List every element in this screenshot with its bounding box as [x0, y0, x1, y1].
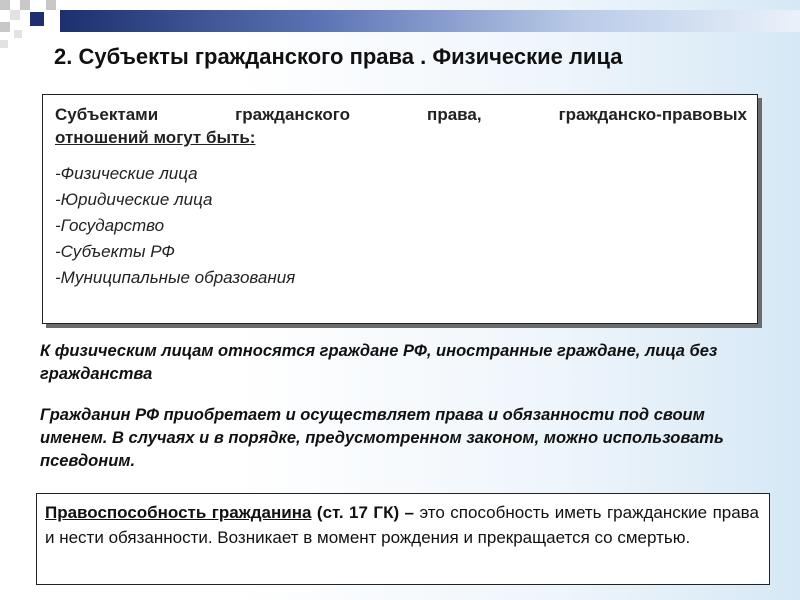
subjects-intro-line2	[55, 126, 747, 149]
article-reference: (ст. 17 ГК) –	[316, 503, 415, 522]
subjects-intro	[55, 103, 747, 149]
citizen-rights-paragraph: Гражданин РФ приобретает и осуществляет права и обязанности под своим именем. В случаях и в порядке, предусмотренном законом, можно использовать псевдоним.	[40, 406, 724, 470]
corner-square-decoration	[0, 0, 10, 10]
list-item: -Юридические лица	[55, 190, 213, 209]
header-gradient-bar	[60, 10, 800, 32]
subjects-box	[42, 94, 758, 324]
individuals-paragraph: К физическим лицам относятся граждане РФ, иностранные граждане, лица без гражданства	[40, 342, 718, 383]
list-item: -Государство	[55, 216, 165, 235]
corner-square-decoration	[10, 10, 20, 20]
corner-square-decoration	[0, 22, 10, 32]
corner-square-decoration	[14, 30, 22, 38]
subjects-list	[55, 161, 747, 291]
subjects-intro-line1: Субъектами гражданского права, гражданско-правовых	[55, 105, 747, 124]
list-item: -Физические лица	[55, 164, 198, 183]
legal-capacity-box	[36, 493, 770, 585]
legal-capacity-definition	[45, 500, 759, 550]
list-item: -Субъекты РФ	[55, 242, 175, 261]
list-item: -Муниципальные образования	[55, 268, 296, 287]
legal-capacity-term: Правоспособность гражданина	[45, 503, 312, 522]
corner-square-decoration	[20, 0, 30, 10]
subjects-intro-underlined: отношений могут быть:	[55, 128, 256, 147]
corner-square-decoration	[30, 12, 44, 26]
page-title: 2. Субъекты гражданского права . Физические лица	[54, 44, 623, 69]
corner-square-decoration	[46, 0, 56, 10]
legal-capacity-text: это способность иметь гражданские права и нести обязанности. Возникает в момент рождения и прекращается со смертью.	[45, 503, 759, 547]
corner-square-decoration	[0, 40, 8, 48]
